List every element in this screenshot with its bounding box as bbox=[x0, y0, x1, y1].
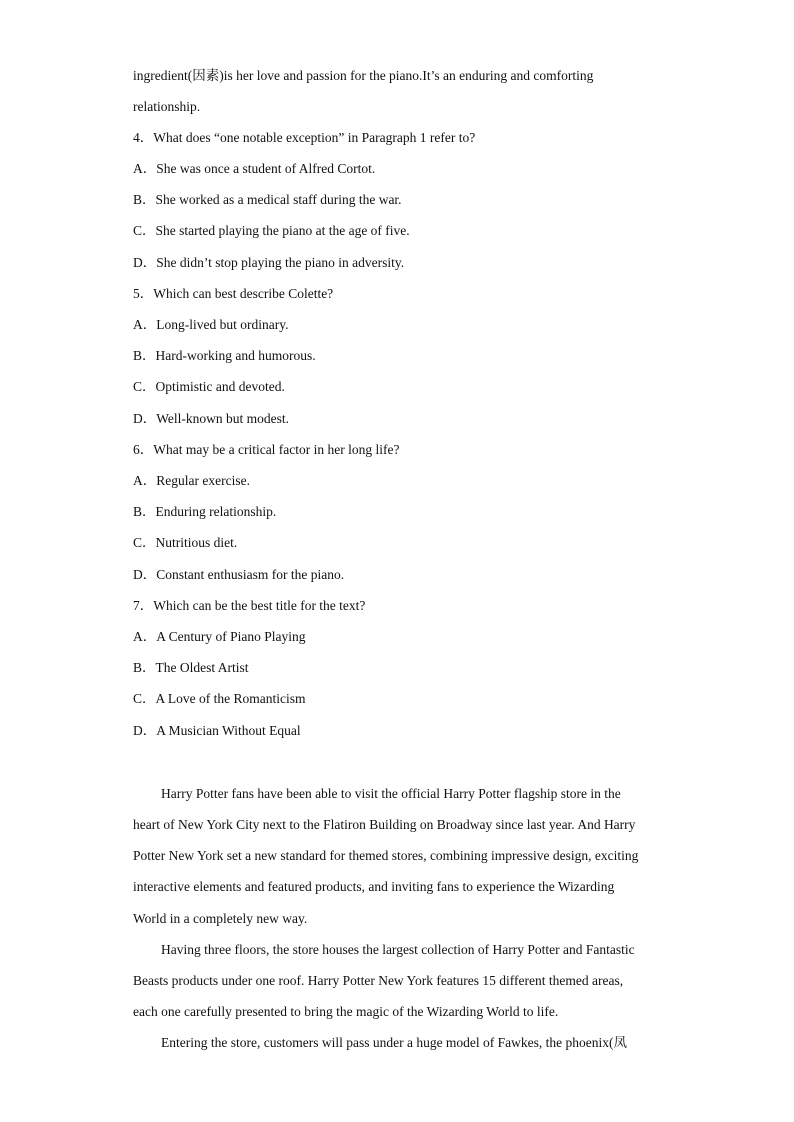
question-5-stem: 5．Which can best describe Colette? bbox=[133, 286, 334, 301]
question-6-option-b: B．Enduring relationship. bbox=[133, 504, 277, 519]
passage-paragraph-1-line: heart of New York City next to the Flatiron Building on Broadway since last year. And Harry bbox=[133, 817, 636, 832]
question-4-option-b: B．She worked as a medical staff during the war. bbox=[133, 192, 402, 207]
passage-paragraph-1-line: Harry Potter fans have been able to visit the official Harry Potter flagship store in the bbox=[161, 786, 621, 801]
passage-paragraph-1-line: World in a completely new way. bbox=[133, 911, 308, 926]
question-4-option-d: D．She didn’t stop playing the piano in adversity. bbox=[133, 255, 405, 270]
question-6-option-c: C．Nutritious diet. bbox=[133, 535, 238, 550]
continuation-line: ingredient(因素)is her love and passion for the piano.It’s an enduring and comforting bbox=[133, 68, 594, 83]
passage-paragraph-1-line: interactive elements and featured products, and inviting fans to experience the Wizarding bbox=[133, 879, 615, 894]
question-5-option-a: A．Long-lived but ordinary. bbox=[133, 317, 289, 332]
question-7-option-d: D．A Musician Without Equal bbox=[133, 723, 301, 738]
passage-paragraph-2-line: Having three floors, the store houses the largest collection of Harry Potter and Fantastic bbox=[161, 942, 635, 957]
passage-paragraph-2-line: Beasts products under one roof. Harry Potter New York features 15 different themed areas, bbox=[133, 973, 624, 988]
question-5-option-b: B．Hard-working and humorous. bbox=[133, 348, 316, 363]
question-7-option-b: B．The Oldest Artist bbox=[133, 660, 249, 675]
question-4-option-a: A．She was once a student of Alfred Cortot. bbox=[133, 161, 376, 176]
question-5-option-d: D．Well-known but modest. bbox=[133, 411, 290, 426]
passage-paragraph-1-line: Potter New York set a new standard for themed stores, combining impressive design, exciting bbox=[133, 848, 639, 863]
continuation-line: relationship. bbox=[133, 99, 201, 114]
question-6-stem: 6．What may be a critical factor in her long life? bbox=[133, 442, 400, 457]
question-6-option-d: D．Constant enthusiasm for the piano. bbox=[133, 567, 345, 582]
question-7-option-a: A．A Century of Piano Playing bbox=[133, 629, 306, 644]
question-4-option-c: C．She started playing the piano at the age of five. bbox=[133, 223, 410, 238]
question-5-option-c: C．Optimistic and devoted. bbox=[133, 379, 285, 394]
question-4-stem: 4．What does “one notable exception” in Paragraph 1 refer to? bbox=[133, 130, 476, 145]
question-7-option-c: C．A Love of the Romanticism bbox=[133, 691, 306, 706]
question-7-stem: 7．Which can be the best title for the text? bbox=[133, 598, 366, 613]
question-6-option-a: A．Regular exercise. bbox=[133, 473, 250, 488]
passage-paragraph-3-line: Entering the store, customers will pass under a huge model of Fawkes, the phoenix(凤 bbox=[161, 1035, 628, 1050]
passage-paragraph-2-line: each one carefully presented to bring the magic of the Wizarding World to life. bbox=[133, 1004, 559, 1019]
